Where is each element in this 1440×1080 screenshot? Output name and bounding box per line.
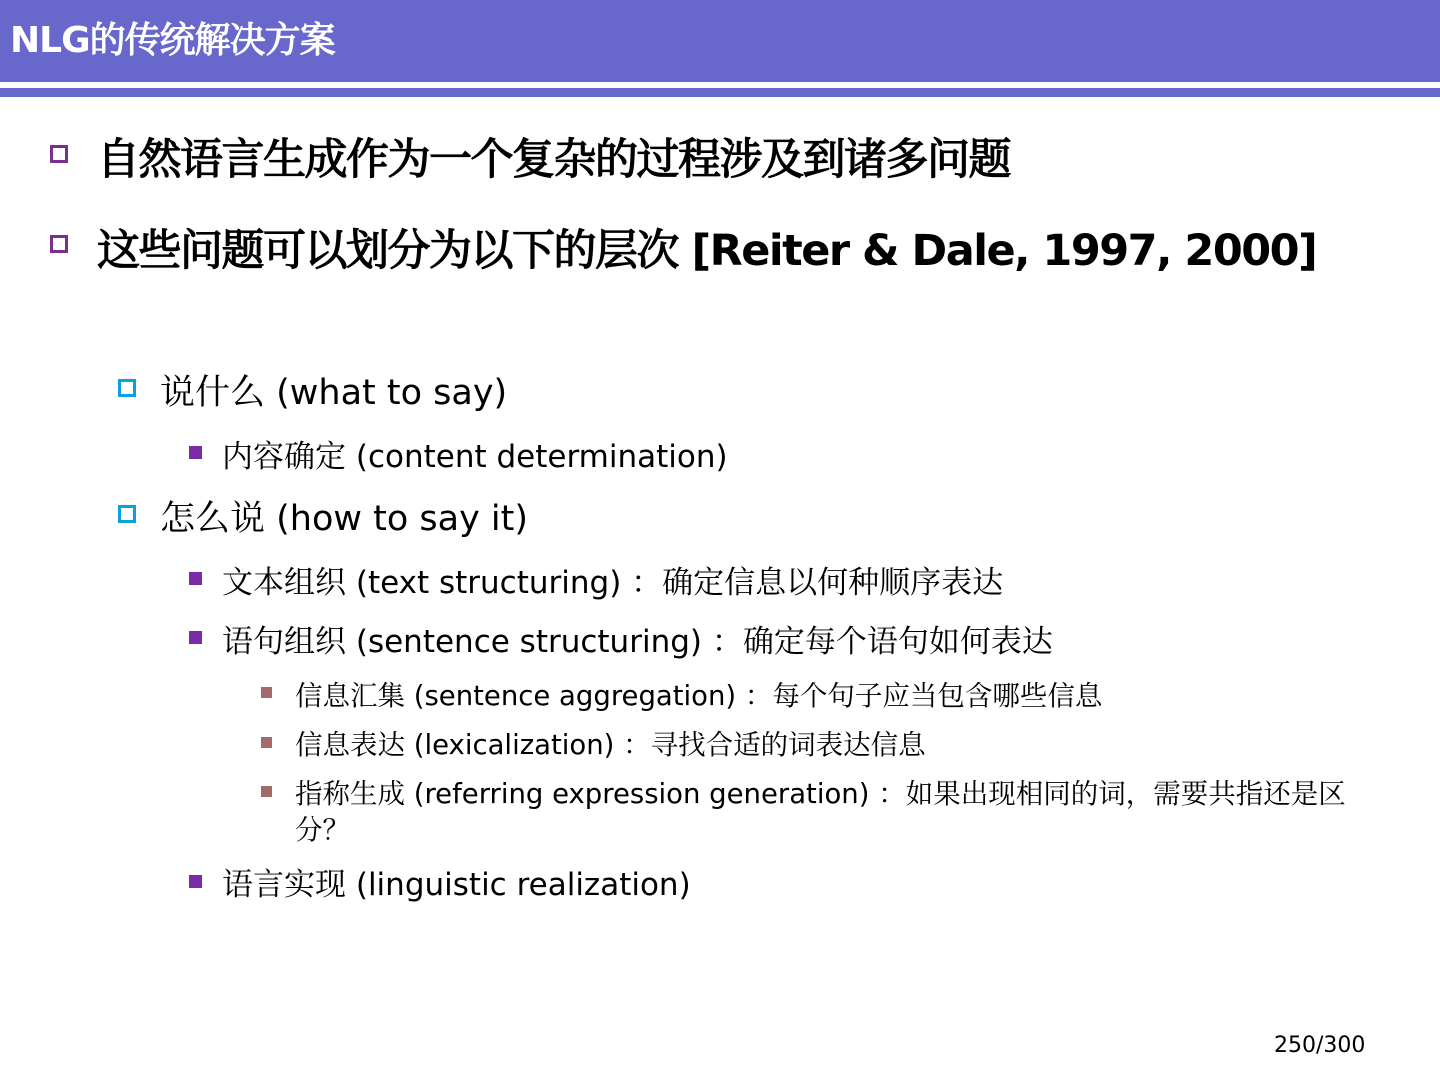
- slide-title: NLG的传统解决方案: [10, 20, 335, 61]
- bullet-text-level4: 指称生成 (referring expression generation) ：如果出现相同的词，需要共指还是区分？: [295, 778, 1346, 846]
- bullet-text-level2: 怎么说 (how to say it): [160, 499, 529, 539]
- bullet-text-level3: 内容确定 (content determination): [222, 439, 728, 475]
- title-separator-gap: [0, 82, 1440, 86]
- bullet-text-level1: 自然语言生成作为一个复杂的过程涉及到诸多问题: [97, 135, 1010, 185]
- bullet-text-level3: 语言实现 (linguistic realization): [222, 867, 691, 903]
- bullet-text-level2: 说什么 (what to say): [160, 373, 508, 413]
- filled-square-bullet-icon: [261, 687, 272, 698]
- square-bullet-icon: [50, 235, 68, 253]
- title-underline-rule: [0, 88, 1440, 97]
- bullet-text-level3: 文本组织 (text structuring) ：确定信息以何种顺序表达: [222, 565, 1004, 601]
- filled-square-bullet-icon: [189, 631, 202, 644]
- square-bullet-icon: [50, 145, 68, 163]
- filled-square-bullet-icon: [189, 572, 202, 585]
- square-bullet-icon: [118, 505, 136, 523]
- filled-square-bullet-icon: [189, 875, 202, 888]
- slide-title-bar: [0, 0, 1440, 82]
- filled-square-bullet-icon: [261, 737, 272, 748]
- filled-square-bullet-icon: [189, 446, 202, 459]
- bullet-text-level4: 信息汇集 (sentence aggregation) ：每个句子应当包含哪些信息: [295, 680, 1103, 712]
- bullet-text-level4: 信息表达 (lexicalization) ：寻找合适的词表达信息: [295, 729, 926, 761]
- page-number: 250/300: [1274, 1033, 1366, 1058]
- filled-square-bullet-icon: [261, 786, 272, 797]
- square-bullet-icon: [118, 379, 136, 397]
- bullet-text-level3: 语句组织 (sentence structuring) ：确定每个语句如何表达: [222, 624, 1053, 660]
- bullet-text-level1: 这些问题可以划分为以下的层次 [Reiter & Dale, 1997, 2000]: [97, 226, 1317, 276]
